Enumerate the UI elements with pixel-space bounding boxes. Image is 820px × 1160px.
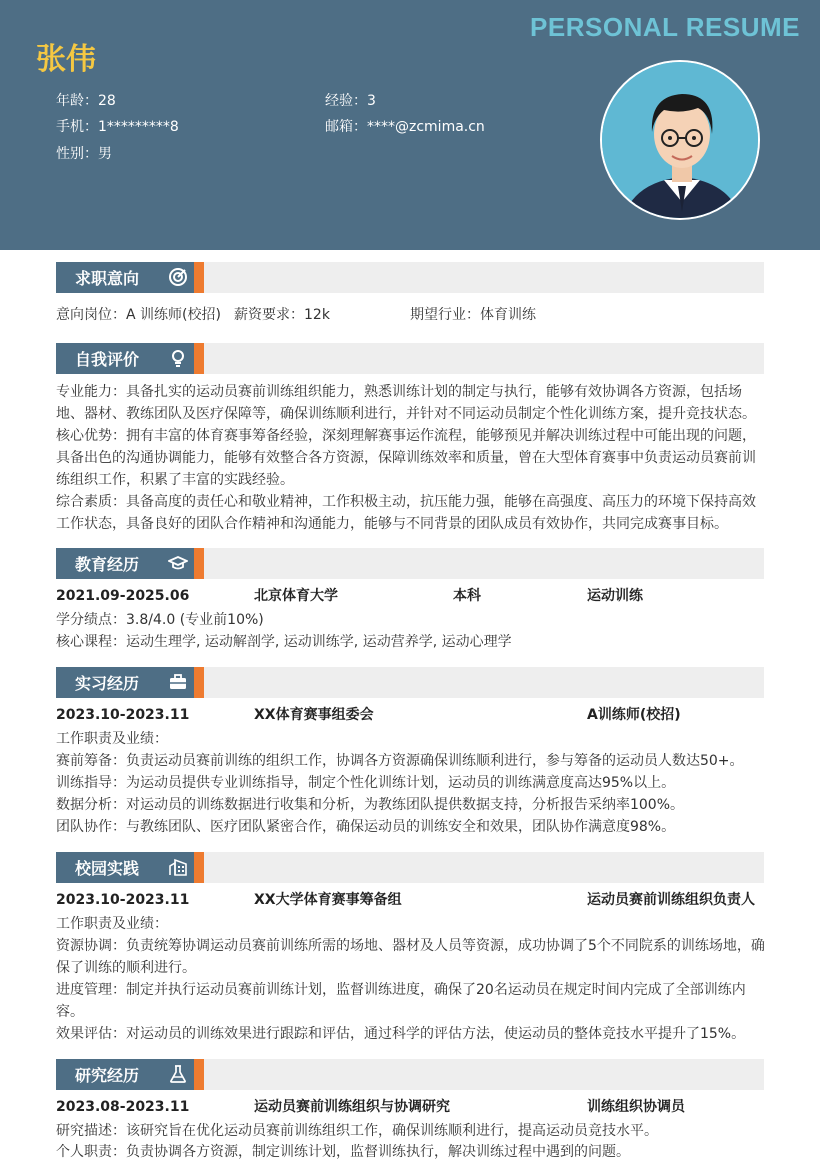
resume-en-title: PERSONAL RESUME — [530, 12, 800, 42]
gender-info: 性别：男 — [56, 146, 112, 162]
research-title: 运动员赛前训练组织与协调研究 — [254, 1099, 450, 1115]
section-title: 教育经历 — [75, 555, 140, 574]
campus-item: 资源协调：负责统筹协调运动员赛前训练所需的场地、器材及人员等资源，成功协调了5个不同院系的训练场地，确保了训练的顺利进行。 — [56, 938, 765, 976]
education-gpa: 学分绩点：3.8/4.0 (专业前10%) — [56, 612, 264, 628]
education-degree: 本科 — [453, 588, 481, 604]
education-period: 2021.09-2025.06 — [56, 588, 190, 604]
intention-position: 意向岗位：A 训练师(校招) — [56, 307, 221, 323]
internship-org: XX体育赛事组委会 — [254, 707, 374, 723]
campus-org: XX大学体育赛事筹备组 — [254, 892, 402, 908]
education-courses: 核心课程：运动生理学, 运动解剖学, 运动训练学, 运动营养学, 运动心理学 — [56, 634, 512, 650]
experience-info: 经验：3 — [325, 93, 376, 109]
education-major: 运动训练 — [587, 588, 643, 604]
section-campus — [56, 852, 764, 883]
internship-item: 赛前筹备：负责运动员赛前训练的组织工作，协调各方资源确保训练顺利进行，参与筹备的运动员人数达50+。 — [56, 753, 744, 769]
intention-salary: 薪资要求：12k — [234, 307, 330, 323]
section-title: 实习经历 — [75, 674, 140, 693]
self-eval-professional: 专业能力：具备扎实的运动员赛前训练组织能力，熟悉训练计划的制定与执行，能够有效协调各方资源，包括场地、器材、教练团队及医疗保障等，确保训练顺利进行，并针对不同运动员制定个性化训练方案，提升竞技状态。 — [56, 384, 756, 422]
research-period: 2023.08-2023.11 — [56, 1099, 190, 1115]
campus-role: 运动员赛前训练组织负责人 — [587, 892, 755, 908]
avatar-portrait-icon — [602, 62, 760, 220]
section-intention — [56, 262, 764, 293]
internship-period: 2023.10-2023.11 — [56, 707, 190, 723]
research-duty: 个人职责：负责协调各方资源，制定训练计划，监督训练执行，解决训练过程中遇到的问题。 — [56, 1144, 630, 1160]
internship-item: 数据分析：对运动员的训练数据进行收集和分析，为教练团队提供数据支持，分析报告采纳率100%。 — [56, 797, 685, 813]
candidate-name: 张伟 — [36, 42, 96, 77]
self-eval-overall: 综合素质：具备高度的责任心和敬业精神，工作积极主动，抗压能力强，能够在高强度、高压力的环境下保持高效工作状态，具备良好的团队合作精神和沟通能力，能够与不同背景的团队成员有效协作，共同完成赛事目标。 — [56, 494, 756, 532]
building-icon — [168, 857, 188, 877]
briefcase-icon — [168, 672, 188, 692]
research-desc: 研究描述：该研究旨在优化运动员赛前训练组织工作，确保训练顺利进行，提高运动员竞技水平。 — [56, 1123, 658, 1139]
graduation-cap-icon — [168, 553, 188, 573]
section-title: 求职意向 — [75, 269, 140, 288]
email-info: 邮箱：****@zcmima.cn — [325, 119, 485, 135]
campus-period: 2023.10-2023.11 — [56, 892, 190, 908]
internship-role: A训练师(校招) — [587, 707, 681, 723]
intention-industry: 期望行业：体育训练 — [410, 307, 536, 323]
target-icon — [168, 267, 188, 287]
lightbulb-icon — [168, 348, 188, 368]
internship-duties-title: 工作职责及业绩： — [56, 731, 168, 747]
section-education — [56, 548, 764, 579]
flask-icon — [168, 1064, 188, 1084]
education-school: 北京体育大学 — [254, 588, 338, 604]
campus-item: 效果评估：对运动员的训练效果进行跟踪和评估，通过科学的评估方法，使运动员的整体竞技水平提升了15%。 — [56, 1026, 746, 1042]
section-title: 校园实践 — [75, 859, 140, 878]
avatar — [600, 60, 760, 220]
section-internship — [56, 667, 764, 698]
resume-header — [0, 0, 820, 250]
section-research — [56, 1059, 764, 1090]
age-info: 年龄：28 — [56, 93, 116, 109]
section-self-eval — [56, 343, 764, 374]
section-title: 自我评价 — [75, 350, 140, 369]
internship-item: 训练指导：为运动员提供专业训练指导，制定个性化训练计划，运动员的训练满意度高达95%以上。 — [56, 775, 676, 791]
research-role: 训练组织协调员 — [587, 1099, 685, 1115]
internship-item: 团队协作：与教练团队、医疗团队紧密合作，确保运动员的训练安全和效果，团队协作满意度98%。 — [56, 819, 676, 835]
section-title: 研究经历 — [75, 1066, 140, 1085]
campus-item: 进度管理：制定并执行运动员赛前训练计划，监督训练进度，确保了20名运动员在规定时间内完成了全部训练内容。 — [56, 982, 746, 1020]
phone-info: 手机：1*********8 — [56, 119, 179, 135]
campus-duties-title: 工作职责及业绩： — [56, 916, 168, 932]
self-eval-strengths: 核心优势：拥有丰富的体育赛事筹备经验，深刻理解赛事运作流程，能够预见并解决训练过程中可能出现的问题，具备出色的沟通协调能力，能够有效整合各方资源，保障训练效率和质量，曾在大型体育赛事中负责运动员赛前训练组织工作，积累了丰富的实践经验。 — [56, 428, 756, 488]
